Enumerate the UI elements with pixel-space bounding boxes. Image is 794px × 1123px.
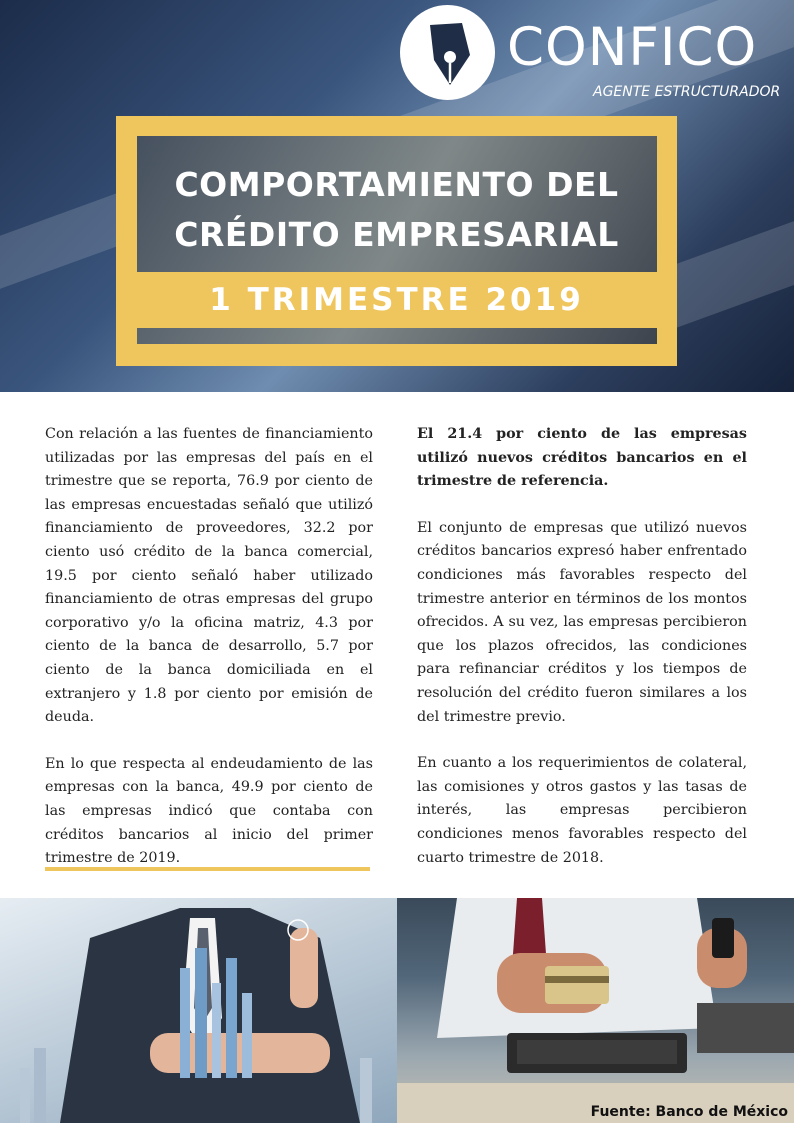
page-title xyxy=(116,160,677,260)
pen-nib-logo-icon xyxy=(400,5,495,100)
period-label: 1 TRIMESTRE 2019 xyxy=(209,282,584,318)
left-paragraph-1: Con relación a las fuentes de financiamiento utilizadas por las empresas del país en el trimestre que se reporta, 76.9 por ciento de las empresas encuestadas señaló que utilizó financiamiento de proveedores, 32.2 por ciento usó crédito de la banca comercial, 19.5 por ciento señaló haber utilizado financiamiento de otras empresas del grupo corporativo y/o la oficina matriz, 4.3 por ciento de la banca de desarrollo, 5.7 por ciento de la banca domiciliada en el extranjero y 1.8 por ciento por emisión de deuda. xyxy=(45,426,373,726)
right-column xyxy=(417,423,747,893)
section-divider xyxy=(45,867,370,871)
businessman-city-photo xyxy=(0,898,397,1123)
brand-name: CONFICO xyxy=(507,17,758,78)
credit-card-payment-photo xyxy=(397,898,794,1123)
title-line-2: CRÉDITO EMPRESARIAL xyxy=(174,215,619,254)
right-paragraph-2: En cuanto a los requerimientos de colateral, las comisiones y otros gastos y las tasas de interés, las empresas percibieron condiciones menos favorables respecto del cuarto trimestre de 2018. xyxy=(417,755,747,866)
right-paragraph-1: El conjunto de empresas que utilizó nuevos créditos bancarios expresó haber enfrentado condiciones más favorables respecto del trimestre anterior en términos de los montos ofrecidos. A su vez, las empresas percibieron que los plazos ofrecidos, las condiciones para refinanciar créditos y los tiempos de resolución del crédito fueron similares a los del trimestre previo. xyxy=(417,519,747,725)
brand-tagline: AGENTE ESTRUCTURADOR xyxy=(593,84,781,100)
title-line-1: COMPORTAMIENTO DEL xyxy=(174,165,619,204)
right-lead-paragraph: El 21.4 por ciento de las empresas utilizó nuevos créditos bancarios en el trimestre de referencia. xyxy=(417,426,747,490)
source-credit: Fuente: Banco de México xyxy=(590,1104,788,1120)
left-paragraph-2: En lo que respecta al endeudamiento de las empresas con la banca, 49.9 por ciento de las empresas indicó que contaba con créditos bancarios al inicio del primer trimestre de 2019. xyxy=(45,755,373,867)
left-column xyxy=(45,423,373,894)
